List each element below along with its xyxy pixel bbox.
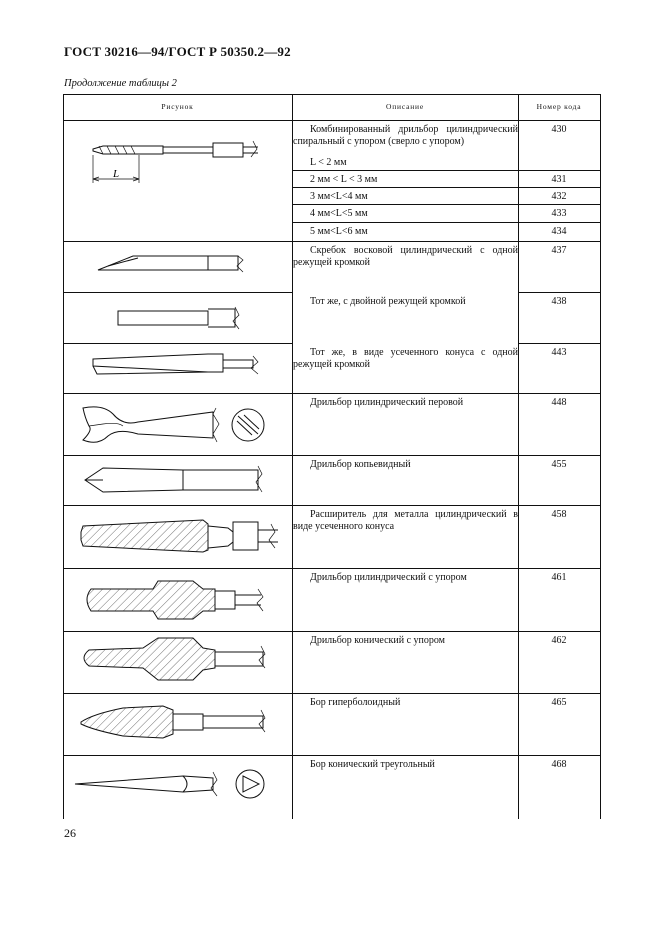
row-code: 434 xyxy=(551,226,567,237)
row-code: 468 xyxy=(551,759,567,770)
truncated-cone-scraper-icon xyxy=(63,344,292,393)
document-header: ГОСТ 30216—94/ГОСТ Р 50350.2—92 xyxy=(64,44,291,59)
table-border-top xyxy=(63,94,601,95)
column-header-figure: Рисунок xyxy=(161,102,194,111)
row-description: Расширитель для металла цилиндрический в виде усеченного конуса xyxy=(293,509,518,532)
double-edge-scraper-icon xyxy=(63,293,292,343)
metal-reamer-icon xyxy=(63,506,292,568)
row-divider xyxy=(292,204,601,205)
row-code: 430 xyxy=(551,124,567,135)
hyperboloid-bur-icon xyxy=(63,694,292,755)
page-number: 26 xyxy=(64,826,76,840)
row-code: 458 xyxy=(551,509,567,520)
column-header-description: Описание xyxy=(386,102,424,111)
row-code: 461 xyxy=(551,572,567,583)
cylindrical-drill-stop-icon xyxy=(63,569,292,631)
column-divider xyxy=(518,94,519,819)
row-description: 5 мм<L<6 мм xyxy=(310,226,368,237)
row-code: 448 xyxy=(551,397,567,408)
row-code: 432 xyxy=(551,191,567,202)
row-description: 2 мм < L < 3 мм xyxy=(310,174,378,185)
conical-drill-stop-icon xyxy=(63,632,292,693)
row-divider xyxy=(292,187,601,188)
row-divider xyxy=(292,170,601,171)
spade-drill-icon xyxy=(63,394,292,455)
row-divider xyxy=(292,222,601,223)
dimension-label: L xyxy=(113,168,120,180)
row-code: 438 xyxy=(551,296,567,307)
wax-scraper-icon xyxy=(63,242,292,292)
row-code: 433 xyxy=(551,208,567,219)
row-description: Дрильбор конический с упором xyxy=(310,635,446,646)
row-description: Бор конический треугольный xyxy=(310,759,435,770)
row-description-extra: L < 2 мм xyxy=(310,157,347,168)
row-description: 4 мм<L<5 мм xyxy=(310,208,368,219)
triangular-cone-bur-icon xyxy=(63,756,292,819)
table-continuation-caption: Продолжение таблицы 2 xyxy=(64,78,177,89)
row-description: Тот же, с двойной режущей кромкой xyxy=(310,296,466,307)
row-description: Скребок восковой цилиндрический с одной режущей кромкой xyxy=(293,245,518,268)
table-border-right xyxy=(600,94,601,819)
row-divider xyxy=(518,343,600,344)
row-code: 455 xyxy=(551,459,567,470)
row-description: Дрильбор копьевидный xyxy=(310,459,411,470)
row-code: 431 xyxy=(551,174,567,185)
row-description: Дрильбор цилиндрический с упором xyxy=(310,572,467,583)
code-table xyxy=(63,94,600,819)
row-description: 3 мм<L<4 мм xyxy=(310,191,368,202)
lance-drill-icon xyxy=(63,456,292,505)
column-header-code: Номер кода xyxy=(536,102,582,111)
row-description: Дрильбор цилиндрический перовой xyxy=(310,397,464,408)
row-description: Комбинированный дрильбор цилиндрический спиральный с упором (сверло с упором) xyxy=(293,124,518,147)
drill-with-stop-icon xyxy=(63,121,292,241)
row-divider xyxy=(518,292,600,293)
row-code: 437 xyxy=(551,245,567,256)
row-description: Бор гиперболоидный xyxy=(310,697,401,708)
column-divider xyxy=(292,94,293,819)
row-code: 465 xyxy=(551,697,567,708)
row-description: Тот же, в виде усеченного конуса с одной режущей кромкой xyxy=(293,347,518,370)
row-code: 443 xyxy=(551,347,567,358)
row-code: 462 xyxy=(551,635,567,646)
